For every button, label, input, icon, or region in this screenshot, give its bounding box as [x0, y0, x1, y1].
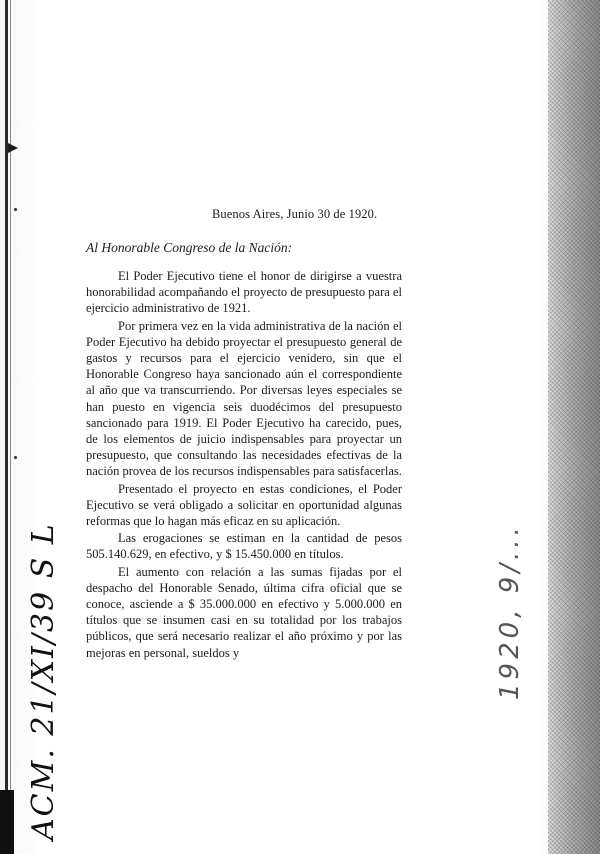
page-edge-shadow — [548, 0, 600, 854]
salutation: Al Honorable Congreso de la Nación: — [86, 240, 293, 255]
page-corner-shadow — [0, 790, 14, 854]
scan-speck — [14, 208, 17, 211]
paragraph: Presentado el proyecto en estas condiciones, el Poder Ejecutivo se verá obligado a solicitar en oportunidad algunas reformas que lo hagan más eficaz en su aplicación. — [86, 481, 402, 529]
paragraph: Las erogaciones se estiman en la cantidad de pesos 505.140.629, en efectivo, y $ 15.450.000 en títulos. — [86, 531, 402, 562]
date-line: Buenos Aires, Junio 30 de 1920. — [212, 207, 378, 221]
paragraph: Por primera vez en la vida administrativa de la nación el Poder Ejecutivo ha debido proyectar el presupuesto general de gastos y recursos para el ejercicio venidero, sin que el Honorable Congreso haya sancionado aún el correspondiente al año que va transcurriendo. Por diversas leyes especiales se han puesto en vigencia seis duodécimos del presupuesto sancionado para 1919. El Poder Ejecutivo ha carecido, pues, de los elementos de juicio indispensables para proyectar un presupuesto, que consultando las necesidades efectivas de la nación provea de los recursos indispensables para satisfacerlas. — [86, 318, 402, 479]
binding-edge — [5, 0, 8, 854]
scan-speck — [14, 456, 17, 459]
binding-edge-line — [10, 0, 11, 854]
letter-body — [86, 268, 402, 662]
paragraph: El Poder Ejecutivo tiene el honor de dirigirse a vuestra honorabilidad acompañando el proyecto de presupuesto para el ejercicio administrativo de 1921. — [86, 269, 402, 316]
paragraph: El aumento con relación a las sumas fijadas por el despacho del Honorable Senado, última cifra oficial que se conoce, asciende a $ 35.000.000 en efectivo y 5.000.000 en títulos que se insumen casi en su totalidad por los trabajos públicos, que será necesario realizar el año próximo y por las mejoras en personal, sueldos y — [86, 564, 402, 660]
handwritten-archive-note: ACM. 21/XI/39 S L — [26, 522, 61, 840]
handwritten-date-note: 1920, 9/... — [495, 523, 525, 700]
margin-notch — [8, 143, 18, 153]
